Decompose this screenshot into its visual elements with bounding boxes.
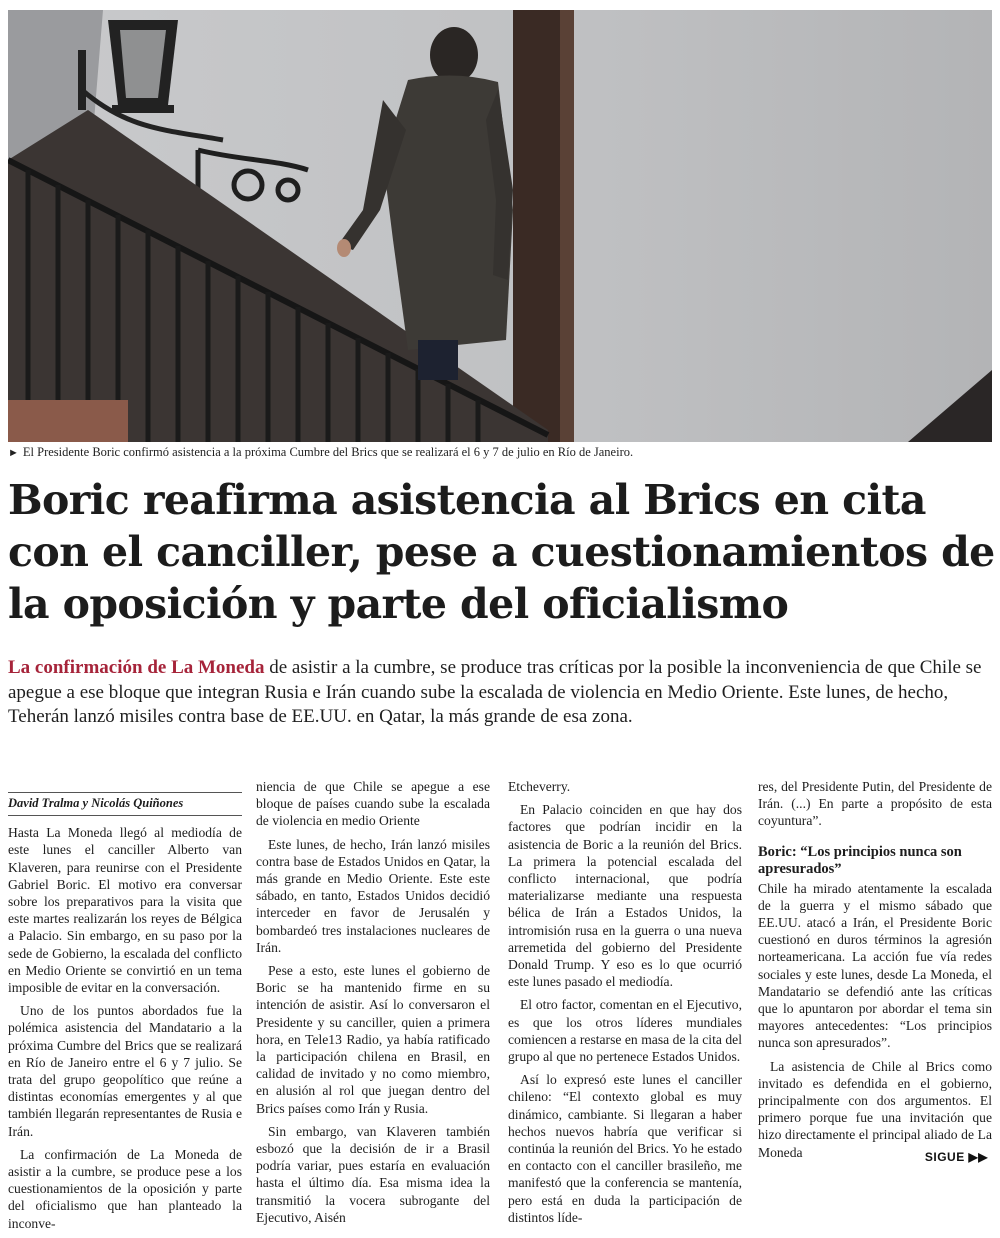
paragraph: El otro factor, comentan en el Ejecutivo, es que los otros líderes mundiales comiencen a restarse en masa de la cita del grupo al que no pertenece Estados Unidos. bbox=[508, 997, 742, 1065]
headline: Boric reafirma asistencia al Brics en cita con el canciller, pese a cuestionamientos de la oposición y parte del oficialismo bbox=[8, 476, 995, 628]
deck-lead: La confirmación de La Moneda bbox=[8, 657, 265, 678]
continue-marker: SIGUE ▶▶ bbox=[924, 1150, 988, 1164]
article-photo bbox=[8, 10, 992, 442]
deck bbox=[8, 656, 993, 730]
caption-marker-icon: ► bbox=[8, 447, 19, 459]
photo-caption bbox=[8, 445, 992, 460]
paragraph: Sin embargo, van Klaveren también esbozó que la decisión de ir a Brasil podría variar, pues estaría en evaluación hasta el último día. Esa misma idea la transmitió la vocera subrogante del Ejecutivo, Aisén bbox=[256, 1123, 490, 1225]
article-column-1 bbox=[8, 778, 242, 1238]
paragraph: Etcheverry. bbox=[508, 779, 571, 794]
paragraph: La confirmación de La Moneda de asistir a la cumbre, se produce pese a los cuestionamientos de la oposición y parte del oficialismo que han planteado la inconve- bbox=[8, 1146, 242, 1231]
paragraph: Chile ha mirado atentamente la escalada de la guerra y el mismo sábado que EE.UU. atacó a Irán, el Presidente Boric cuestionó en duros términos la agresión norteamericana. La acción fue vía redes sociales y este lunes, desde La Moneda, el Mandatario se defendió ante las críticas que lo apuntaron por abordar el tema sin mayores antecedentes: “Los principios nunca son apresurados”. bbox=[758, 880, 992, 1051]
paragraph: niencia de que Chile se apegue a ese bloque de países cuando sube la escalada de violencia en medio Oriente bbox=[256, 779, 490, 829]
deck-text: de asistir a la cumbre, se produce tras críticas por la posible la inconveniencia de que Chile se apegue a ese bloque que integran Rusia e Irán cuando sube la escalada de violencia en Medio Oriente. Este lunes, de hecho, Teherán lanzó misiles contra base de EE.UU. en Qatar, la más grande de esa zona. bbox=[8, 657, 982, 727]
paragraph: En Palacio coinciden en que hay dos factores que podrían incidir en la asistencia de Boric a la reunión del Brics. La primera la potencial escalada del conflicto internacional, que podría materializarse mediante una respuesta bélica de Irán a Estados Unidos, la intromisión rusa en la guerra o una nueva arremetida del gobierno del Presidente Donald Trump. Y eso es lo que ocurrió este lunes pasado el mediodía. bbox=[508, 802, 742, 990]
article-column-3 bbox=[508, 778, 742, 1232]
paragraph: Este lunes, de hecho, Irán lanzó misiles contra base de Estados Unidos en Qatar, la más grande en Medio Oriente. Este este sábado, en tanto, Estados Unidos decidió interceder en favor de Jerusalén y bombardeó tres instalaciones nucleares de Irán. bbox=[256, 836, 490, 955]
article-column-4 bbox=[758, 778, 992, 1167]
paragraph: Pese a esto, este lunes el gobierno de Boric se ha mantenido firme en su intención de asistir. Así lo conversaron el Presidente y su canciller, quien a primera hora, en Tele13 Radio, ya había ratificado la participación chilena en Brasil, en calidad de invitado y no como miembro, en alusión al rol que juegan dentro del Brics países como Irán y Rusia. bbox=[256, 963, 490, 1116]
subhead: Boric: “Los principios nunca son apresurados” bbox=[758, 843, 962, 877]
photo-illustration bbox=[8, 10, 992, 442]
paragraph: La asistencia de Chile al Brics como invitado es defendida en el gobierno, principalmente con dos argumentos. El primero porque fue una invitación que hizo directamente el principal aliado de La Moneda bbox=[758, 1058, 992, 1160]
paragraph: Así lo expresó este lunes el canciller chileno: “El contexto global es muy dinámico, cambiante. Si llegaran a haber hechos nuevos habría que verificar si continúa la reunión del Brics. Yo he estado en contacto con el canciller brasileño, me manifestó que la conferencia se mantenía, pero está en duda la participación de distintos líde- bbox=[508, 1072, 742, 1225]
byline: David Tralma y Nicolás Quiñones bbox=[8, 792, 242, 816]
paragraph: Hasta La Moneda llegó al mediodía de este lunes el canciller Alberto van Klaveren, para reunirse con el Presidente Gabriel Boric. El motivo era conversar sobre los preparativos para la visita que este martes realizarán los reyes de Bélgica a Palacio. Sin embargo, en su paso por la sede de Gobierno, la escalada del conflicto en Medio Oriente se convirtió en un tema imposible de evitar en la conversación. bbox=[8, 825, 242, 996]
paragraph: res, del Presidente Putin, del Presidente de Irán. (...) En parte a propósito de esta coyuntura”. bbox=[758, 779, 992, 829]
article-column-2 bbox=[256, 778, 490, 1232]
paragraph: Uno de los puntos abordados fue la polémica asistencia del Mandatario a la próxima Cumbre del Brics que se realizará en Río de Janeiro entre el 6 y 7 julio. Se trata del grupo geopolítico que reúne a distintas economías emergentes y al que también llegarán representantes de Rusia e Irán. bbox=[8, 1003, 242, 1139]
caption-text: El Presidente Boric confirmó asistencia a la próxima Cumbre del Brics que se realizará el 6 y 7 de julio en Río de Janeiro. bbox=[22, 445, 634, 459]
